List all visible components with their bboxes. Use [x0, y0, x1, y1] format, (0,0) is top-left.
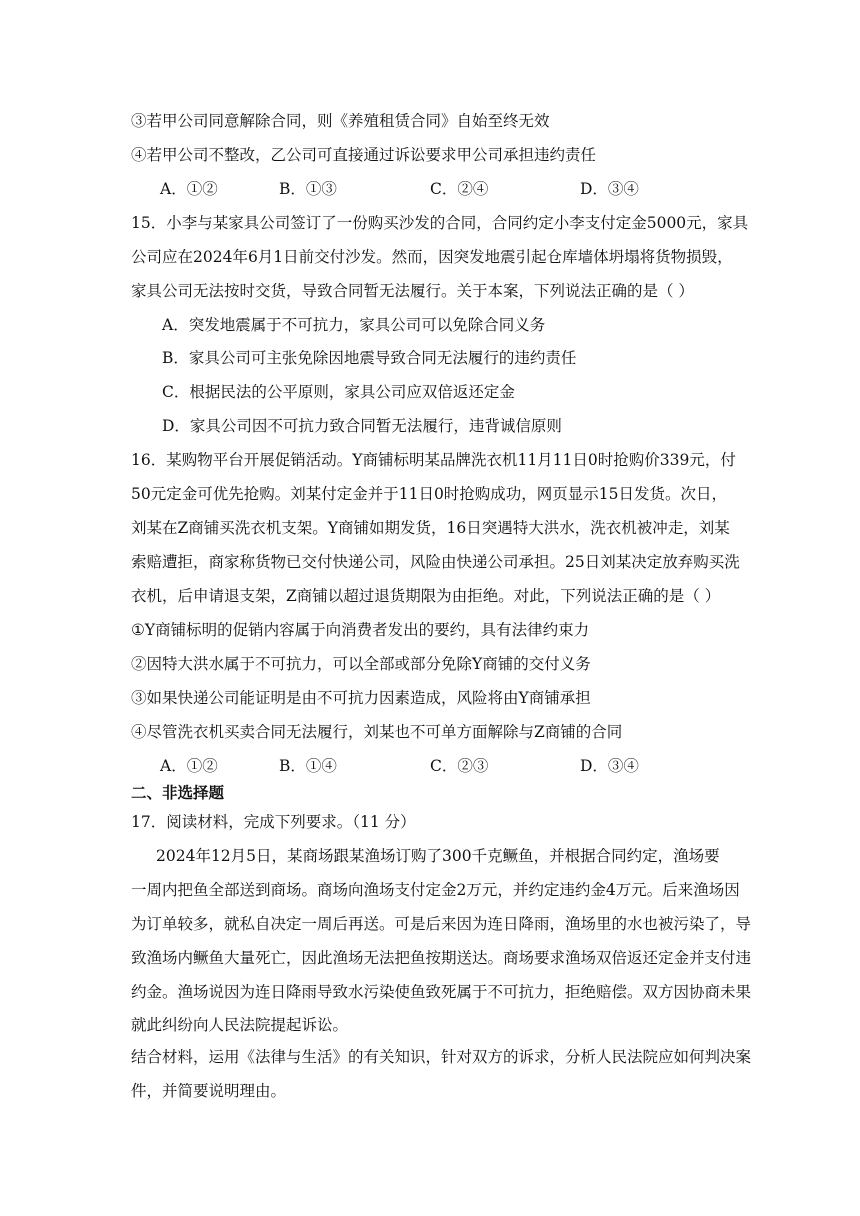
q15-option-a: A．突发地震属于不可抗力，家具公司可以免除合同义务	[162, 316, 546, 334]
q15-line-1: 15．小李与某家具公司签订了一份购买沙发的合同，合同约定小李支付定金5000元，家具	[131, 214, 749, 232]
q16-line-3: 刘某在Z商铺买洗衣机支架。Y商铺如期发货，16日突遇特大洪水，洗衣机被冲走，刘某	[131, 519, 730, 537]
q17-material-line-5: 约金。渔场说因为连日降雨导致水污染使鱼致死属于不可抗力，拒绝赔偿。双方因协商未果	[131, 983, 752, 1001]
q14-option-a: A．①②	[160, 180, 218, 198]
q17-material-line-6: 就此纠纷向人民法院提起诉讼。	[131, 1016, 349, 1034]
q15-option-b: B．家具公司可主张免除因地震导致合同无法履行的违约责任	[162, 349, 577, 367]
q15-line-3: 家具公司无法按时交货，导致合同暂无法履行。关于本案，下列说法正确的是（ ）	[131, 282, 694, 300]
q14-option-b: B．①③	[279, 180, 337, 198]
q17-material-line-4: 致渔场内鳜鱼大量死亡，因此渔场无法把鱼按期送达。商场要求渔场双倍返还定金并支付违	[131, 949, 752, 967]
q14-option-c: C．②④	[430, 180, 489, 198]
q16-statement-1: ①Y商铺标明的促销内容属于向消费者发出的要约，具有法律约束力	[131, 621, 590, 639]
q17-material-line-1: 2024年12月5日，某商场跟某渔场订购了300千克鳜鱼，并根据合同约定，渔场要	[156, 847, 720, 865]
q16-option-a: A．①②	[160, 757, 218, 775]
q17-requirement-line-1: 结合材料，运用《法律与生活》的有关知识，针对双方的诉求，分析人民法院应如何判决案	[131, 1048, 752, 1066]
q14-statement-4: ④若甲公司不整改，乙公司可直接通过诉讼要求甲公司承担违约责任	[131, 146, 597, 164]
q15-option-d: D．家具公司因不可抗力致合同暂无法履行，违背诚信原则	[162, 417, 562, 435]
q16-statement-4: ④尽管洗衣机买卖合同无法履行，刘某也不可单方面解除与Z商铺的合同	[131, 723, 623, 741]
q16-option-b: B．①④	[279, 757, 337, 775]
q16-line-5: 衣机，后申请退支架，Z商铺以超过退货期限为由拒绝。对此，下列说法正确的是（ ）	[131, 587, 721, 605]
q16-line-2: 50元定金可优先抢购。刘某付定金并于11日0时抢购成功，网页显示15日发货。次日，	[131, 485, 728, 503]
q16-statement-2: ②因特大洪水属于不可抗力，可以全部或部分免除Y商铺的交付义务	[131, 655, 591, 673]
q15-option-c: C．根据民法的公平原则，家具公司应双倍返还定金	[162, 383, 515, 401]
q17-material-line-2: 一周内把鱼全部送到商场。商场向渔场支付定金2万元，并约定违约金4万元。后来渔场因	[131, 881, 740, 899]
q17-prompt: 17．阅读材料，完成下列要求。（11 分）	[131, 813, 416, 831]
q14-option-d: D．③④	[580, 180, 639, 198]
section-heading: 二、非选择题	[131, 783, 225, 802]
q16-option-c: C．②③	[430, 757, 489, 775]
q16-line-1: 16．某购物平台开展促销活动。Y商铺标明某品牌洗衣机11月11日0时抢购价339元，付	[131, 451, 736, 469]
q16-option-d: D．③④	[580, 757, 639, 775]
q15-line-2: 公司应在2024年6月1日前交付沙发。然而，因突发地震引起仓库墙体坍塌将货物损毁，	[131, 248, 733, 266]
q14-statement-3: ③若甲公司同意解除合同，则《养殖租赁合同》自始至终无效	[131, 112, 550, 130]
q17-requirement-line-2: 件，并简要说明理由。	[131, 1082, 287, 1100]
q17-material-line-3: 为订单较多，就私自决定一周后再送。可是后来因为连日降雨，渔场里的水也被污染了，导	[131, 915, 752, 933]
q16-statement-3: ③如果快递公司能证明是由不可抗力因素造成，风险将由Y商铺承担	[131, 689, 591, 707]
q16-line-4: 索赔遭拒，商家称货物已交付快递公司，风险由快递公司承担。25日刘某决定放弃购买洗	[131, 553, 740, 571]
